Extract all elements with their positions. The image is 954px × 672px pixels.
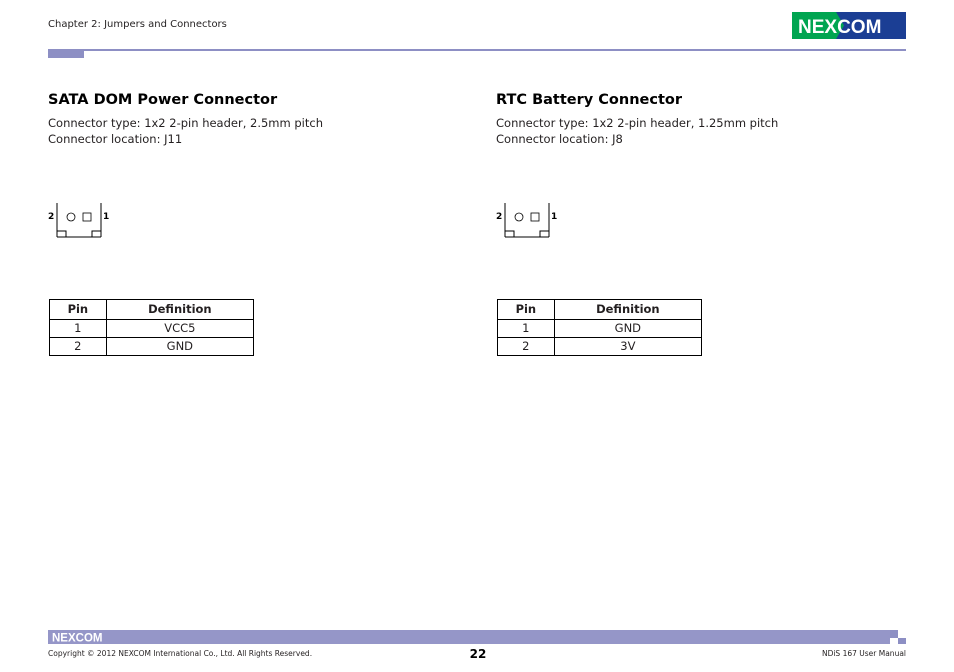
table-cell-pin: 1 <box>50 320 107 338</box>
footer-bar <box>48 630 890 644</box>
table-cell-pin: 2 <box>498 338 555 356</box>
footer-corner-square <box>890 630 898 638</box>
table-cell-pin: 2 <box>50 338 107 356</box>
table-row <box>50 338 254 356</box>
connector-location-sata-dom: Connector location: J11 <box>48 132 183 146</box>
pin-1-square-icon <box>83 213 91 221</box>
pin-label-left: 2 <box>496 212 503 222</box>
pin-1-square-icon <box>531 213 539 221</box>
table-header-row <box>50 300 254 320</box>
manual-title: NDiS 167 User Manual <box>821 649 906 658</box>
table-cell-definition: GND <box>554 320 701 338</box>
header-accent-block <box>48 49 84 58</box>
table-row <box>498 320 702 338</box>
page-number: 22 <box>469 647 487 661</box>
pin-label-right: 1 <box>551 212 558 222</box>
chapter-heading: Chapter 2: Jumpers and Connectors <box>48 19 227 30</box>
footer-nexcom-logo <box>52 631 108 643</box>
table-header-pin: Pin <box>50 300 107 320</box>
section-title-sata-dom: SATA DOM Power Connector <box>48 92 278 108</box>
pin-2-circle-icon <box>515 213 523 221</box>
table-row <box>50 320 254 338</box>
section-title-rtc-battery: RTC Battery Connector <box>496 92 683 108</box>
connector-location-rtc-battery: Connector location: J8 <box>496 132 623 146</box>
table-header-definition: Definition <box>106 300 253 320</box>
nexcom-logo <box>792 12 906 39</box>
connector-diagram-rtc-battery <box>502 202 552 238</box>
table-cell-definition: VCC5 <box>106 320 253 338</box>
footer-logo-text: NEXCOM <box>52 632 103 643</box>
table-cell-definition: 3V <box>554 338 701 356</box>
pin-2-circle-icon <box>67 213 75 221</box>
connector-type-rtc-battery: Connector type: 1x2 2-pin header, 1.25mm pitch <box>496 116 779 130</box>
table-row <box>498 338 702 356</box>
table-header-definition: Definition <box>554 300 701 320</box>
pin-table-rtc-battery <box>497 299 702 356</box>
connector-type-sata-dom: Connector type: 1x2 2-pin header, 2.5mm pitch <box>48 116 323 130</box>
table-header-row <box>498 300 702 320</box>
connector-diagram-sata-dom <box>54 202 104 238</box>
header-rule <box>48 49 906 51</box>
logo-text: NEXCOM <box>798 17 882 38</box>
pin-table-sata-dom <box>49 299 254 356</box>
pin-label-right: 1 <box>103 212 110 222</box>
table-cell-definition: GND <box>106 338 253 356</box>
table-header-pin: Pin <box>498 300 555 320</box>
table-cell-pin: 1 <box>498 320 555 338</box>
pin-label-left: 2 <box>48 212 55 222</box>
copyright-text: Copyright © 2012 NEXCOM International Co., Ltd. All Rights Reserved. <box>48 649 313 658</box>
footer-corner-square <box>898 638 906 644</box>
